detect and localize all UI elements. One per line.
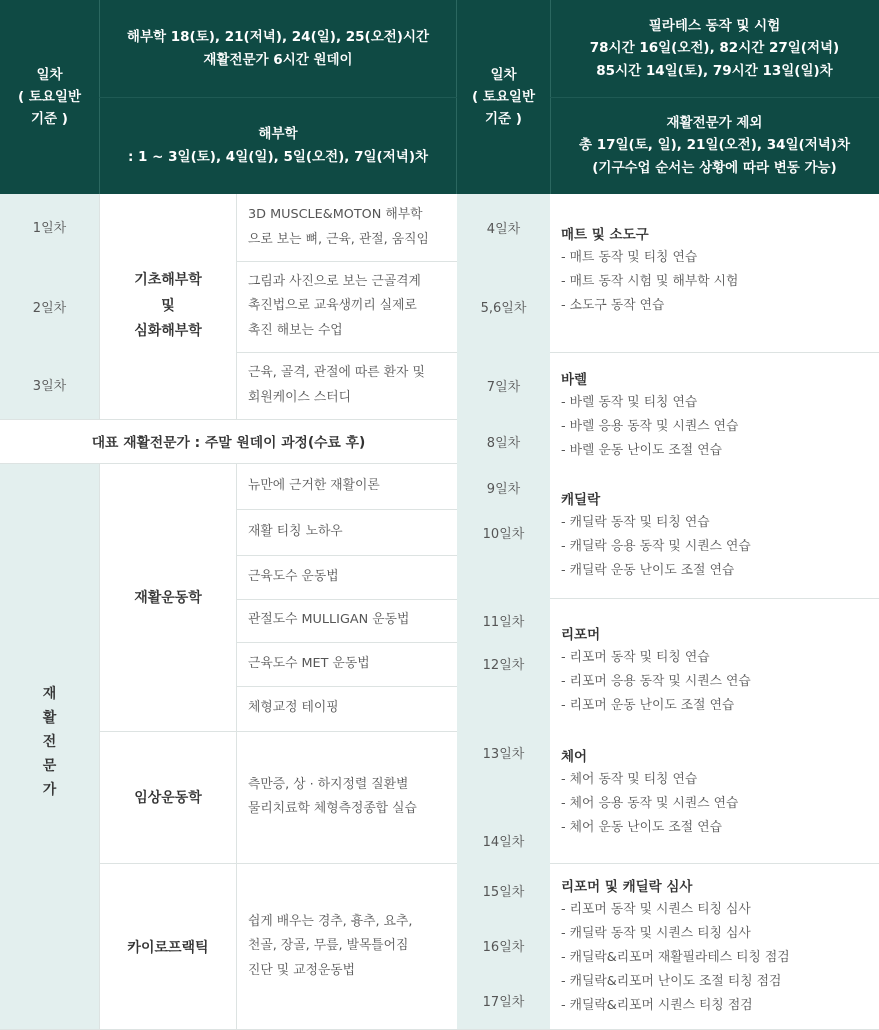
block-item: - 리포머 동작 및 시퀀스 티칭 심사	[561, 902, 751, 917]
rehab-vertical-char: 전	[42, 734, 57, 750]
block-title: 리포머	[561, 627, 601, 643]
block-title: 바렐	[561, 372, 588, 388]
divider	[237, 599, 457, 600]
divider	[237, 686, 457, 687]
day-label: 8일차	[486, 436, 521, 451]
divider	[550, 97, 879, 98]
day-label: 5,6일차	[480, 301, 527, 316]
block-item: - 매트 동작 시험 및 해부학 시험	[561, 274, 739, 289]
divider	[99, 863, 457, 864]
block-item: - 소도구 동작 연습	[561, 298, 665, 313]
block-item: - 캐딜락 운동 난이도 조절 연습	[561, 563, 735, 578]
divider	[236, 194, 237, 419]
divider	[99, 97, 457, 98]
day-label: 7일차	[486, 380, 521, 395]
divider	[237, 261, 457, 262]
rehab-topic: 근육도수 MET 운동법	[248, 655, 370, 671]
block-item: - 리포머 응용 동작 및 시퀀스 연습	[561, 674, 751, 689]
day-label: 14일차	[482, 835, 525, 850]
header-right-bottom: 재활전문가 제외 총 17일(토, 일), 21일(오전), 34일(저녁)차 (기구수업 순서는 상황에 따라 변동 가능)	[550, 97, 879, 194]
rehab-vertical-char: 재	[42, 686, 57, 702]
block-item: - 캐딜락&리포머 재활필라테스 티칭 점검	[561, 950, 790, 965]
day-label: 17일차	[482, 995, 525, 1010]
header-right-top: 필라테스 동작 및 시험 78시간 16일(오전), 82시간 27일(저녁) 85시간 14일(토), 79시간 13일(일)차	[550, 0, 879, 97]
day-label: 12일차	[482, 658, 525, 673]
rehab-topic: 근육도수 운동법	[248, 568, 339, 584]
day-label: 9일차	[486, 482, 521, 497]
header-left-bottom: 해부학 : 1 ~ 3일(토), 4일(일), 5일(오전), 7일(저녁)차	[99, 97, 457, 194]
rehab-vertical-char: 문	[42, 758, 57, 774]
block-item: - 체어 응용 동작 및 시퀀스 연습	[561, 796, 739, 811]
block-barrel	[561, 368, 879, 463]
day-label: 15일차	[482, 885, 525, 900]
chiro-category: 카이로프랙틱	[127, 939, 209, 956]
anatomy-topic: 3D MUSCLE&MOTON 해부학 으로 보는 뼈, 근육, 관절, 움직임	[248, 207, 429, 247]
anatomy-category: 기초해부학 및 심화해부학	[134, 271, 202, 340]
oneday-banner: 대표 재활전문가 : 주말 원데이 과정(수료 후)	[91, 435, 366, 451]
block-mat	[561, 223, 879, 318]
divider	[237, 642, 457, 643]
block-item: - 체어 운동 난이도 조절 연습	[561, 820, 722, 835]
block-title: 체어	[561, 749, 588, 765]
block-item: - 캐딜락 응용 동작 및 시퀀스 연습	[561, 539, 751, 554]
day-label: 16일차	[482, 940, 525, 955]
rehab-vertical-char: 가	[42, 782, 57, 798]
divider	[0, 463, 457, 464]
divider	[99, 463, 100, 1030]
block-item: - 리포머 동작 및 티칭 연습	[561, 650, 710, 665]
block-chair	[561, 745, 879, 840]
day-label: 2일차	[32, 301, 67, 316]
rehab-topic: 관절도수 MULLIGAN 운동법	[248, 612, 410, 628]
block-item: - 바렐 응용 동작 및 시퀀스 연습	[561, 419, 739, 434]
divider	[237, 509, 457, 510]
anatomy-topic: 근육, 골격, 관절에 따른 환자 및 회원케이스 스터디	[248, 365, 425, 405]
divider	[0, 419, 457, 420]
rehab-vertical-char: 활	[42, 710, 57, 726]
divider	[236, 463, 237, 1030]
divider	[99, 194, 100, 419]
header-day-col-right: 일차 ( 토요일반 기준 )	[457, 0, 550, 194]
day-label: 1일차	[32, 221, 67, 236]
rehab-topic: 재활 티칭 노하우	[248, 523, 343, 539]
block-item: - 캐딜락 동작 및 시퀀스 티칭 심사	[561, 926, 751, 941]
block-item: - 캐딜락&리포머 시퀀스 티칭 점검	[561, 998, 753, 1013]
day-label: 13일차	[482, 747, 525, 762]
anatomy-topic: 그림과 사진으로 보는 근골격계 촉진법으로 교육생끼리 실제로 촉진 해보는 수업	[248, 274, 421, 338]
clinical-category: 임상운동학	[134, 790, 202, 806]
divider	[99, 731, 457, 732]
day-label: 10일차	[482, 527, 525, 542]
block-cadillac	[561, 488, 879, 583]
day-label: 11일차	[482, 615, 525, 630]
block-item: - 캐딜락 동작 및 티칭 연습	[561, 515, 710, 530]
day-label: 3일차	[32, 379, 67, 394]
divider	[237, 555, 457, 556]
rehab-topic: 체형교정 테이핑	[248, 700, 339, 716]
rehab-topic: 뉴만에 근거한 재활이론	[248, 477, 380, 493]
divider	[550, 352, 879, 353]
day-label: 4일차	[486, 222, 521, 237]
block-item: - 매트 동작 및 티칭 연습	[561, 250, 698, 265]
block-item: - 체어 동작 및 티칭 연습	[561, 772, 698, 787]
block-reformer	[561, 623, 879, 718]
block-title: 캐딜락	[561, 492, 601, 508]
block-item: - 바렐 동작 및 티칭 연습	[561, 395, 698, 410]
clinical-topic: 측만증, 상 · 하지정렬 질환별 물리치료학 체형측정종합 실습	[248, 776, 417, 816]
header-day-col-left: 일차 ( 토요일반 기준 )	[0, 0, 99, 194]
block-title: 리포머 및 캐딜락 심사	[561, 879, 693, 895]
divider	[237, 352, 457, 353]
block-title: 매트 및 소도구	[561, 227, 649, 243]
block-item: - 리포머 운동 난이도 조절 연습	[561, 698, 735, 713]
chiro-topic: 쉽게 배우는 경추, 흉추, 요추, 천골, 장골, 무릎, 발목틀어짐 진단 및 교정운동법	[248, 914, 413, 978]
divider	[550, 598, 879, 599]
rehab-exercise-category: 재활운동학	[134, 590, 202, 606]
header-left-top: 해부학 18(토), 21(저녁), 24(일), 25(오전)시간 재활전문가 6시간 원데이	[99, 0, 457, 97]
divider	[550, 863, 879, 864]
block-item: - 캐딜락&리포머 난이도 조절 티칭 점검	[561, 974, 782, 989]
rehab-vertical-label	[0, 682, 99, 802]
block-review	[561, 875, 879, 1018]
block-item: - 바렐 운동 난이도 조절 연습	[561, 443, 722, 458]
